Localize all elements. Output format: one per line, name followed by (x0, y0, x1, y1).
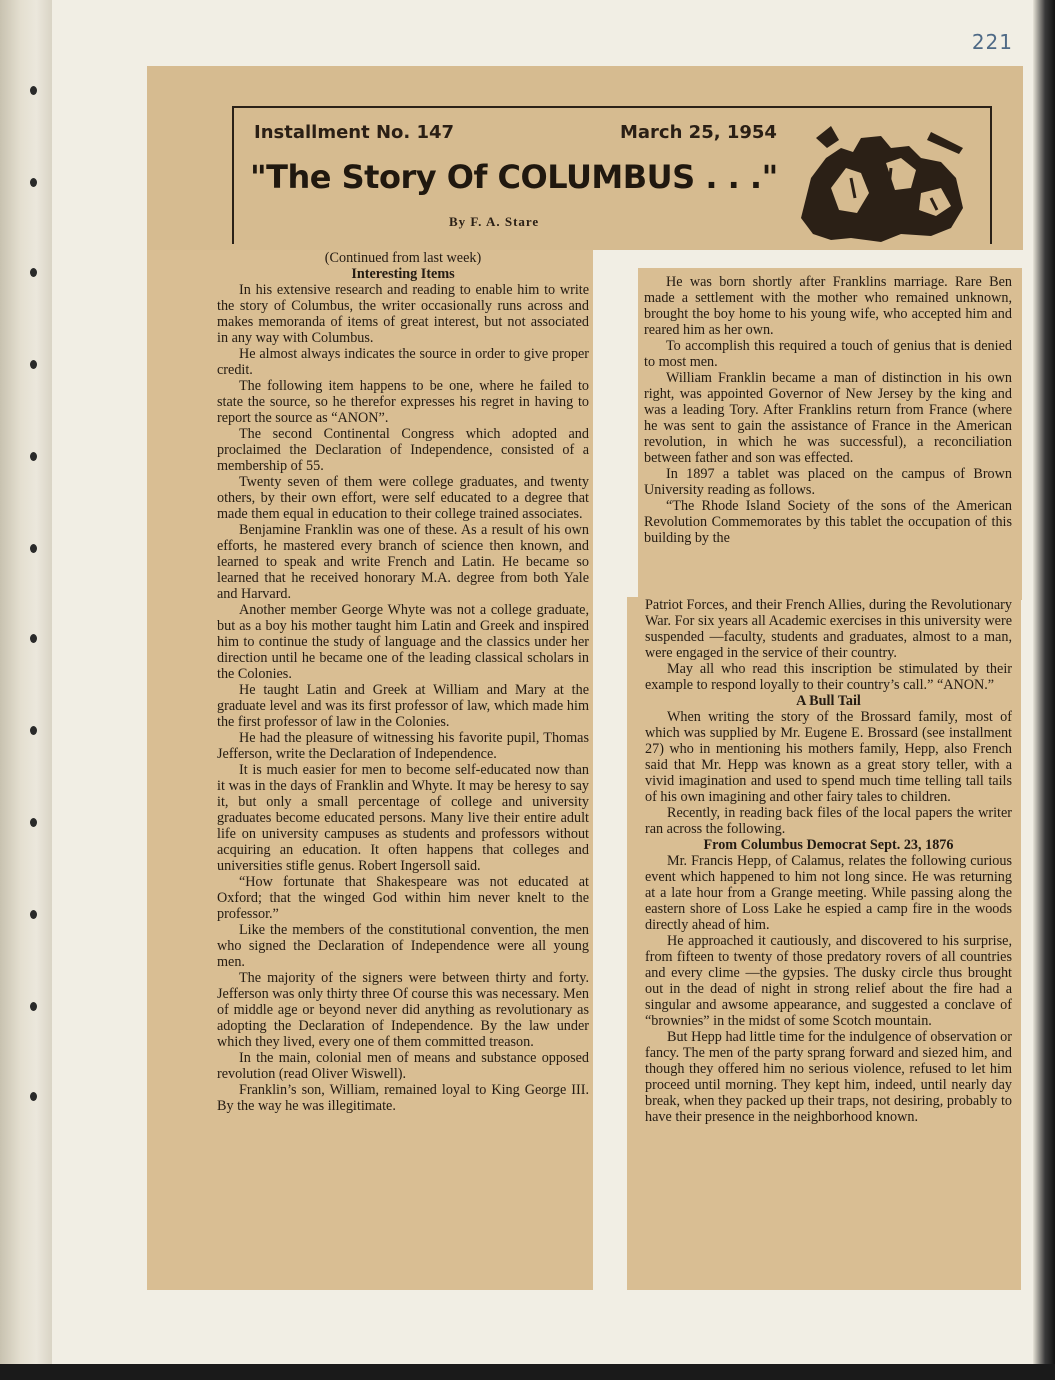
paragraph: Recently, in reading back files of the local papers the writer ran across the following. (645, 805, 1012, 837)
paragraph: When writing the story of the Brossard family, most of which was supplied by Mr. Eugene E. Brossard (see installment 27) who in mentioning his mothers family, Hepp, also French said that Mr. Hepp was known as a great story teller, with a vivid imagination and used to spend much time telling tall tails of his own imagining and other fairy tales to children. (645, 709, 1012, 805)
article-column-right-bottom (627, 597, 1021, 1290)
paragraph: Twenty seven of them were college graduates, and twenty others, by their own effort, were self educated to a degree that made them equal in education to their college trained associates. (217, 474, 589, 522)
paragraph: In 1897 a tablet was placed on the campus of Brown University reading as follows. (644, 466, 1012, 498)
paragraph: He was born shortly after Franklins marriage. Rare Ben made a settlement with the mother who remained unknown, brought the boy home to his young wife, who accepted him and reared him as her own. (644, 274, 1012, 338)
paragraph: Benjamine Franklin was one of these. As a result of his own efforts, he mastered every branch of science then known, and learned to speak and write French and Latin. He became so learned that he received honorary M.A. degree from both Yale and Harvard. (217, 522, 589, 602)
paragraph: Mr. Francis Hepp, of Calamus, relates the following curious event which happened to him not long since. He was returning at a late hour from a Grange meeting. While passing along the eastern shore of Loss Lake he espied a camp fire in the woods directly ahead of him. (645, 853, 1012, 933)
article-column-right-top (638, 268, 1022, 600)
page-number: 221 (971, 30, 1013, 54)
paragraph: Like the members of the constitutional convention, the men who signed the Declaration of Independence were all young men. (217, 922, 589, 970)
paragraph: Franklin’s son, William, remained loyal to King George III. By the way he was illegitimate. (217, 1082, 589, 1114)
article-title: "The Story Of COLUMBUS . . ." (250, 158, 778, 196)
section-subhead: A Bull Tail (796, 693, 861, 709)
paragraph: He approached it cautiously, and discovered to his surprise, from fifteen to twenty of those predatory rovers of all countries and every clime —the gypsies. The dusky circle thus brought out in the dead of night in strong relief about the fire had a singular and awsome appearance, and suggested a conclave of “brownies” in the midst of some Scotch mountain. (645, 933, 1012, 1029)
binding-hole (30, 910, 37, 919)
page-edge (1033, 0, 1055, 1380)
page-bottom-edge (0, 1364, 1055, 1380)
binding-hole (30, 178, 37, 187)
paragraph: To accomplish this required a touch of genius that is denied to most men. (644, 338, 1012, 370)
binding-hole (30, 1092, 37, 1101)
byline: By F. A. Stare (449, 214, 540, 229)
binding-hole (30, 268, 37, 277)
binding-hole (30, 818, 37, 827)
installment-number: Installment No. 147 (254, 122, 455, 143)
paragraph: In his extensive research and reading to enable him to write the story of Columbus, the writer occasionally runs across and makes memoranda of items of great interest, but not associated in any way with Columbus. (217, 282, 589, 346)
paragraph: May all who read this inscription be stimulated by their example to respond loyally to their country’s call.” “ANON.” (645, 661, 1012, 693)
binding-hole (30, 360, 37, 369)
paragraph: Another member George Whyte was not a college graduate, but as a boy his mother taught him Latin and Greek and inspired him to continue the study of language and the classics under her direction until he became one of the leading classical scholars in the Colonies. (217, 602, 589, 682)
paragraph: But Hepp had little time for the indulgence of observation or fancy. The men of the party sprang forward and siezed him, and though they offered him no serious violence, refused to let him proceed until morning. They kept him, indeed, until nearly day break, when they packed up their traps, not desiring, probably to have their presence in the neighborhood known. (645, 1029, 1012, 1125)
paragraph: He almost always indicates the source in order to give proper credit. (217, 346, 589, 378)
continued-note: (Continued from last week) (324, 250, 482, 266)
columbus-expedition-woodcut-icon (791, 118, 975, 242)
paragraph: “The Rhode Island Society of the sons of the American Revolution Commemorates by this tablet the occupation of this building by the (644, 498, 1012, 546)
album-binding (0, 0, 52, 1380)
binding-hole (30, 1002, 37, 1011)
binding-hole (30, 634, 37, 643)
publication-date: March 25, 1954 (620, 122, 777, 143)
binding-hole (30, 726, 37, 735)
paragraph: He taught Latin and Greek at William and Mary at the graduate level and was its first professor of law, which made him the first professor of law in the Colonies. (217, 682, 589, 730)
clipping-header (147, 66, 1023, 250)
paragraph: The second Continental Congress which adopted and proclaimed the Declaration of Independence, consisted of a membership of 55. (217, 426, 589, 474)
dateline: From Columbus Democrat Sept. 23, 1876 (703, 837, 954, 853)
paragraph: In the main, colonial men of means and substance opposed revolution (read Oliver Wiswell). (217, 1050, 589, 1082)
paragraph: The following item happens to be one, where he failed to state the source, so he therefor expresses his regret in having to report the source as “ANON”. (217, 378, 589, 426)
paragraph: He had the pleasure of witnessing his favorite pupil, Thomas Jefferson, write the Declaration of Independence. (217, 730, 589, 762)
paragraph: The majority of the signers were between thirty and forty. Jefferson was only thirty three Of course this was necessary. Men of middle age or beyond never did anything as revolutionary as adopting the Declaration of Independence. By the law under which they lived, every one of them committed treason. (217, 970, 589, 1050)
paragraph: William Franklin became a man of distinction in his own right, was appointed Governor of New Jersey by the king and was a leading Tory. After Franklins return from France (where he was sent to gain the assistance of France in the American revolution, in which he was successful), a reconciliation between father and son was effected. (644, 370, 1012, 466)
paragraph: Patriot Forces, and their French Allies, during the Revolutionary War. For six years all Academic exercises in this university were suspended —faculty, students and graduates, almost to a man, were engaged in the service of their country. (645, 597, 1012, 661)
article-column-left (147, 250, 593, 1290)
paragraph: “How fortunate that Shakespeare was not educated at Oxford; that the winged God within him never knelt to the professor.” (217, 874, 589, 922)
section-subhead: Interesting Items (351, 266, 455, 282)
paragraph: It is much easier for men to become self-educated now than it was in the days of Franklin and Whyte. It may be heresy to say it, but only a small percentage of college and university graduates become educated persons. Many live their entire adult life on university campuses as students and professors without acquiring an education. It often happens that colleges and universities stifle genus. Robert Ingersoll said. (217, 762, 589, 874)
binding-hole (30, 452, 37, 461)
binding-hole (30, 86, 37, 95)
binding-hole (30, 544, 37, 553)
